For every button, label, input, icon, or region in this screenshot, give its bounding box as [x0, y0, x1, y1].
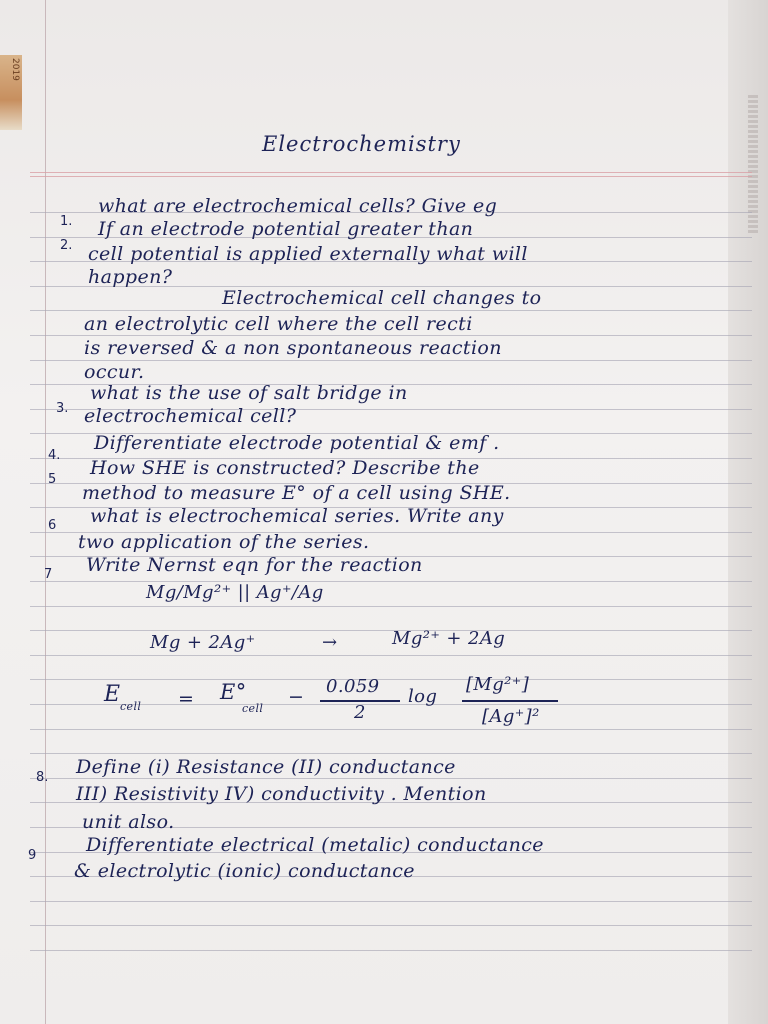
question-5-line-2: method to measure E° of a cell using SHE. [82, 482, 511, 504]
margin-line [45, 0, 46, 1024]
nernst-numerator: 0.059 [326, 676, 380, 697]
question-1-number: 1. [60, 214, 73, 229]
question-5-line-1: How SHE is constructed? Describe the [90, 457, 480, 479]
question-6-number: 6 [48, 518, 57, 533]
answer-2-line-1: Electrochemical cell changes to [222, 287, 542, 309]
reaction-lhs: Mg + 2Ag⁺ [150, 632, 256, 653]
answer-2-line-4: occur. [84, 361, 145, 383]
rule-line [30, 925, 752, 926]
rule-line [30, 778, 752, 779]
rule-line [30, 950, 752, 951]
question-2-line-2: cell potential is applied externally what will [88, 243, 528, 265]
answer-2-line-3: is reversed & a non spontaneous reaction [84, 337, 502, 359]
rule-line [30, 630, 752, 631]
question-5-number: 5 [48, 472, 57, 487]
question-9-line-1: Differentiate electrical (metalic) conductance [86, 834, 544, 856]
spine-print [748, 95, 758, 235]
question-8-number: 8. [36, 770, 49, 785]
question-8-line-1: Define (i) Resistance (II) conductance [76, 756, 456, 778]
rule-line [30, 729, 752, 730]
question-3-number: 3. [56, 401, 69, 416]
rule-line [30, 606, 752, 607]
nernst-equals: = [178, 688, 195, 710]
nernst-log-denominator: [Ag⁺]² [482, 706, 540, 727]
question-8-line-2: III) Resistivity IV) conductivity . Mention [76, 783, 487, 805]
nernst-E0: E° [220, 680, 247, 704]
rule-line [30, 901, 752, 902]
nernst-log: log [408, 686, 438, 707]
reaction-rhs: Mg²⁺ + 2Ag [392, 628, 506, 649]
question-9-line-2: & electrolytic (ionic) conductance [74, 860, 415, 882]
nernst-E0-sub: cell [242, 702, 264, 715]
question-3-line-2: electrochemical cell? [84, 405, 297, 427]
question-2-number: 2. [60, 238, 73, 253]
question-4-line-1: Differentiate electrode potential & emf . [94, 432, 500, 454]
header-rule-red [30, 172, 752, 173]
nernst-log-fraction-bar [462, 700, 558, 702]
question-4-number: 4. [48, 448, 61, 463]
answer-2-line-2: an electrolytic cell where the cell recti [84, 313, 473, 335]
question-2-line-1: If an electrode potential greater than [98, 218, 474, 240]
question-8-line-3: unit also. [82, 811, 175, 833]
rule-line [30, 679, 752, 680]
nernst-minus: − [288, 686, 305, 708]
cell-notation: Mg/Mg²⁺ || Ag⁺/Ag [146, 582, 324, 603]
rule-line [30, 310, 752, 311]
corner-label: 2019 [10, 58, 20, 81]
nernst-denominator: 2 [354, 702, 366, 723]
question-1-line-1: what are electrochemical cells? Give eg [98, 195, 498, 217]
page-title: Electrochemistry [262, 132, 461, 156]
question-9-number: 9 [28, 848, 37, 863]
nernst-E-sub: cell [120, 700, 142, 713]
rule-line [30, 581, 752, 582]
rule-line [30, 655, 752, 656]
nernst-E: E [104, 682, 121, 707]
reaction-arrow: → [322, 632, 338, 653]
question-2-line-3: happen? [88, 266, 173, 288]
header-rule-red [30, 176, 752, 177]
question-6-line-1: what is electrochemical series. Write any [90, 505, 504, 527]
question-6-line-2: two application of the series. [78, 531, 370, 553]
rule-line [30, 335, 752, 336]
question-3-line-1: what is the use of salt bridge in [90, 382, 408, 404]
question-7-line-1: Write Nernst eqn for the reaction [86, 554, 423, 576]
question-7-number: 7 [44, 567, 53, 582]
rule-line [30, 753, 752, 754]
nernst-log-numerator: [Mg²⁺] [466, 674, 530, 695]
